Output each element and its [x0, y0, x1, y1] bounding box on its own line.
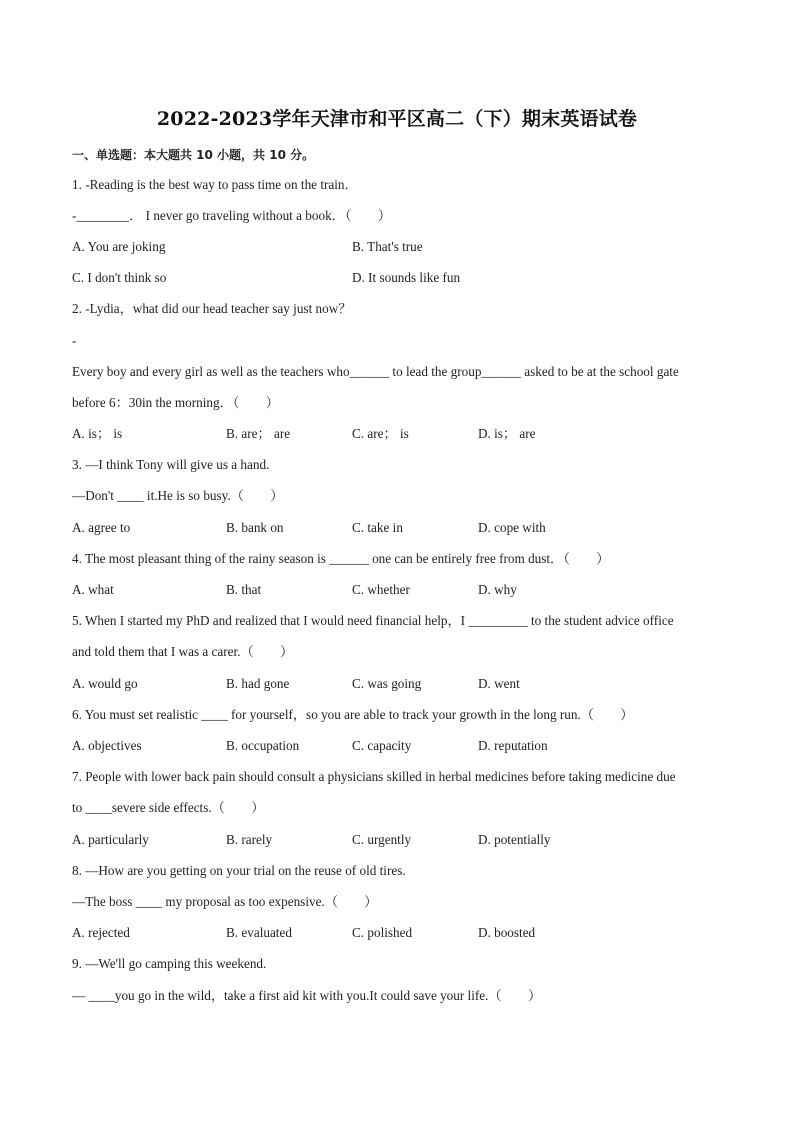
question-4-option-a[interactable]: A. what [72, 582, 114, 597]
question-4-stem: 4. The most pleasant thing of the rainy season is ______ one can be entirely free from dust．（ ） [72, 551, 610, 566]
question-1-stem: 1. -Reading is the best way to pass time on the train． [72, 177, 358, 192]
question-3-stem: 3. —I think Tony will give us a hand. [72, 457, 270, 472]
question-8-stem: 8. —How are you getting on your trial on the reuse of old tires. [72, 863, 406, 878]
question-2-sentence: Every boy and every girl as well as the teachers who______ to lead the group______ asked to be at the school gate [72, 364, 679, 379]
question-7-stem: 7. People with lower back pain should consult a physicians skilled in herbal medicines before taking medicine due [72, 769, 676, 784]
section-heading: 一、单选题：本大题共 10 小题，共 10 分。 [72, 148, 315, 162]
question-1-option-a[interactable]: A. You are joking [72, 239, 166, 254]
question-5-option-b[interactable]: B. had gone [226, 676, 290, 691]
question-3-option-d[interactable]: D. cope with [478, 520, 546, 535]
question-7-option-c[interactable]: C. urgently [352, 832, 412, 847]
question-4-option-b[interactable]: B. that [226, 582, 262, 597]
question-2-option-b[interactable]: B. are； are [226, 426, 291, 441]
question-1-dialog: -________． I never go traveling without a book．（ ） [72, 208, 392, 223]
question-5-option-d[interactable]: D. went [478, 676, 520, 691]
question-2-dialog: - [72, 333, 77, 348]
question-5-stem: 5. When I started my PhD and realized that I would need financial help，I _________ to the student advice office [72, 613, 674, 628]
question-8-option-a[interactable]: A. rejected [72, 925, 130, 940]
question-3-dialog: —Don't ____ it.He is so busy.（ ） [72, 488, 284, 503]
question-3-option-c[interactable]: C. take in [352, 520, 403, 535]
question-6-option-c[interactable]: C. capacity [352, 738, 412, 753]
question-4-option-d[interactable]: D. why [478, 582, 517, 597]
question-2-option-a[interactable]: A. is； is [72, 426, 123, 441]
question-3-option-a[interactable]: A. agree to [72, 520, 131, 535]
question-6-stem: 6. You must set realistic ____ for yourself，so you are able to track your growth in the long run.（ ） [72, 707, 634, 722]
question-1-option-c[interactable]: C. I don't think so [72, 270, 167, 285]
question-9-dialog: — ____you go in the wild，take a first aid kit with you.It could save your life.（ ） [72, 988, 542, 1003]
question-4-option-c[interactable]: C. whether [352, 582, 410, 597]
question-3-option-b[interactable]: B. bank on [226, 520, 284, 535]
page-title: 2022-2023学年天津市和平区高二（下）期末英语试卷 [156, 108, 638, 130]
question-2-stem: 2. -Lydia，what did our head teacher say just now？ [72, 301, 352, 316]
question-7-stem-cont: to ____severe side effects.（ ） [72, 800, 265, 815]
question-8-option-d[interactable]: D. boosted [478, 925, 536, 940]
question-5-stem-cont: and told them that I was a carer.（ ） [72, 644, 294, 659]
question-5-option-c[interactable]: C. was going [352, 676, 422, 691]
question-2-option-d[interactable]: D. is； are [478, 426, 536, 441]
question-6-option-d[interactable]: D. reputation [478, 738, 548, 753]
question-8-option-c[interactable]: C. polished [352, 925, 413, 940]
question-2-sentence-cont: before 6：30in the morning．（ ） [72, 395, 279, 410]
question-9-stem: 9. —We'll go camping this weekend. [72, 956, 267, 971]
question-6-option-a[interactable]: A. objectives [72, 738, 142, 753]
question-8-option-b[interactable]: B. evaluated [226, 925, 292, 940]
question-7-option-a[interactable]: A. particularly [72, 832, 149, 847]
question-1-option-b[interactable]: B. That's true [352, 239, 423, 254]
question-1-option-d[interactable]: D. It sounds like fun [352, 270, 461, 285]
question-7-option-b[interactable]: B. rarely [226, 832, 273, 847]
question-8-dialog: —The boss ____ my proposal as too expensive.（ ） [72, 894, 378, 909]
question-6-option-b[interactable]: B. occupation [226, 738, 300, 753]
question-2-option-c[interactable]: C. are； is [352, 426, 409, 441]
question-7-option-d[interactable]: D. potentially [478, 832, 551, 847]
question-5-option-a[interactable]: A. would go [72, 676, 138, 691]
